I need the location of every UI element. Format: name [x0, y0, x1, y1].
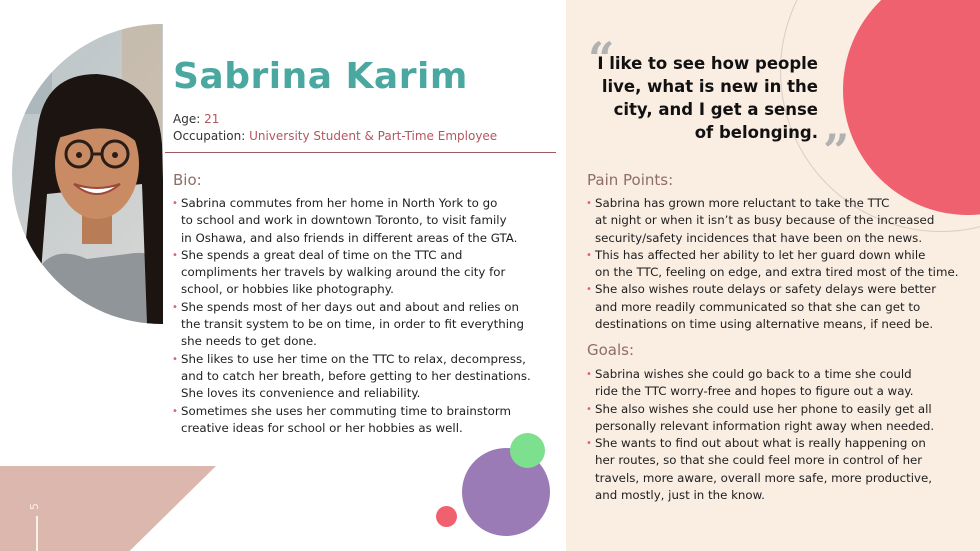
- pain-point-item: • This has affected her ability to let her guard down while on the TTC, feeling on edge, and extra tired most of the time.: [586, 247, 971, 282]
- age-value: 21: [204, 112, 220, 126]
- bio-item: • She spends a great deal of time on the TTC and compliments her travels by walking around the city for school, or hobbies like photography.: [172, 247, 552, 299]
- bio-item: • Sabrina commutes from her home in North York to go to school and work in downtown Toronto, to visit family in Oshawa, and also friends in different areas of the GTA.: [172, 195, 552, 247]
- bio-item: • Sometimes she uses her commuting time to brainstorm creative ideas for school or her hobbies as well.: [172, 403, 552, 438]
- page-number: 5: [28, 503, 41, 510]
- goals-list: [586, 366, 971, 504]
- bio-item: • She spends most of her days out and about and relies on the transit system to be on time, in order to fit everything she needs to get done.: [172, 299, 552, 351]
- goal-item: • Sabrina wishes she could go back to a time she could ride the TTC worry-free and hopes to figure out a way.: [586, 366, 971, 401]
- age-label: Age:: [173, 112, 201, 126]
- bio-list: [172, 195, 552, 437]
- pain-points-title: Pain Points:: [587, 171, 674, 189]
- open-quote-icon: “: [588, 32, 615, 86]
- occupation-value: University Student & Part-Time Employee: [249, 129, 498, 143]
- bio-title: Bio:: [173, 171, 202, 189]
- bio-item: • She likes to use her time on the TTC to relax, decompress, and to catch her breath, before getting to her destinations. She loves its convenience and reliability.: [172, 351, 552, 403]
- persona-name: Sabrina Karim: [173, 56, 468, 97]
- occupation-line: [173, 129, 497, 143]
- close-quote-icon: ”: [823, 124, 850, 178]
- pain-points-list: [586, 195, 971, 333]
- portrait-illustration: [12, 24, 163, 324]
- persona-quote: I like to see how people live, what is new in the city, and I get a sense of belonging.: [597, 54, 818, 142]
- age-line: [173, 112, 219, 126]
- goals-title: Goals:: [587, 341, 635, 359]
- goal-item: • She also wishes she could use her phone to easily get all personally relevant information right away when needed.: [586, 401, 971, 436]
- pain-point-item: • She also wishes route delays or safety delays were better and more readily communicated so that she can get to destinations on time using alternative means, if need be.: [586, 281, 971, 333]
- occupation-label: Occupation:: [173, 129, 246, 143]
- decorative-green-circle: [510, 433, 545, 468]
- page-number-line: [36, 516, 38, 551]
- decorative-pink-circle: [436, 506, 457, 527]
- pain-point-item: • Sabrina has grown more reluctant to take the TTC at night or when it isn’t as busy because of the increased security/safety incidences that have been on the news.: [586, 195, 971, 247]
- goal-item: • She wants to find out about what is really happening on her routes, so that she could feel more in control of her travels, more aware, overall more safe, more productive, and mostly, just in the know.: [586, 435, 971, 504]
- persona-photo: [0, 24, 163, 324]
- divider: [165, 152, 556, 153]
